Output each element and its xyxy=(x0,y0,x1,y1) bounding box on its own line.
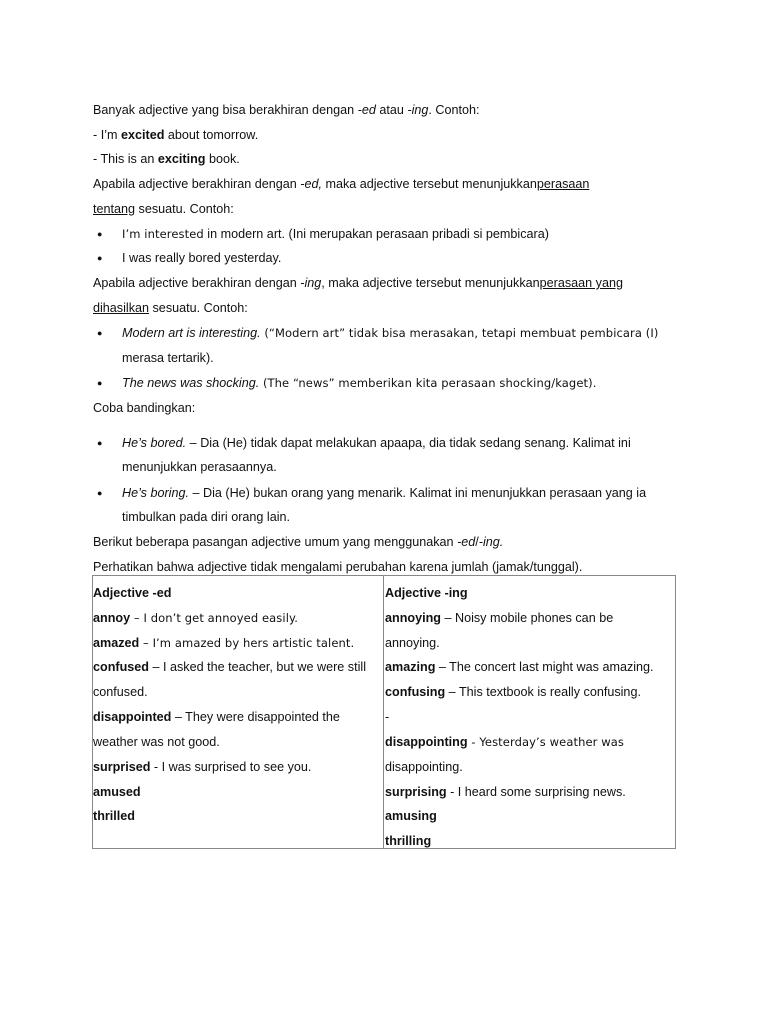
text-bold: surprised xyxy=(93,760,151,774)
table-row xyxy=(93,610,298,626)
table-row: disappointing. xyxy=(385,760,463,774)
bullet-icon: ● xyxy=(97,253,103,263)
text-italic: He’s bored. xyxy=(122,436,187,450)
table-row xyxy=(93,709,340,725)
table-row xyxy=(93,808,135,824)
ing-paragraph-line-1 xyxy=(93,275,623,291)
text: atau xyxy=(375,103,408,117)
text-bold: thrilled xyxy=(93,809,135,823)
table-row: confused. xyxy=(93,685,148,699)
ing-bullet-2 xyxy=(122,375,596,391)
text-bold: Adjective -ing xyxy=(385,586,468,600)
text: Banyak adjective yang bisa berakhiran dengan xyxy=(93,103,358,117)
text-bold: thrilling xyxy=(385,834,432,848)
text-bold: exciting xyxy=(157,152,206,166)
text: sesuatu. Contoh: xyxy=(149,301,248,315)
table-row: annoying. xyxy=(385,636,440,650)
intro-paragraph xyxy=(93,102,479,118)
table-row xyxy=(93,635,354,651)
compare-bullet-1 xyxy=(122,435,631,451)
text: , maka adjective tersebut menunjukkan xyxy=(321,276,540,290)
text-bold: confusing xyxy=(385,685,446,699)
table-row: - xyxy=(385,710,390,724)
text: - I was surprised to see you. xyxy=(150,760,312,774)
ed-bullet-1 xyxy=(122,226,549,242)
text: – I’m amazed by hers artistic talent. xyxy=(139,636,355,650)
text: . Contoh: xyxy=(428,103,480,117)
bullet-icon: ● xyxy=(97,488,103,498)
table-row xyxy=(385,734,624,750)
text-bold: amused xyxy=(93,785,141,799)
text-bold: annoy xyxy=(93,611,131,625)
bullet-icon: ● xyxy=(97,328,103,338)
text: – I don’t get annoyed easily. xyxy=(130,611,299,625)
text: – The concert last might was amazing. xyxy=(435,660,654,674)
bullet-icon: ● xyxy=(97,378,103,388)
compare-bullet-2 xyxy=(122,485,646,501)
text-bold: disappointing xyxy=(385,735,468,749)
text-italic: He’s boring. xyxy=(122,486,189,500)
text: – Dia (He) tidak dapat melakukan apaapa, dia tidak sedang senang. Kalimat ini xyxy=(186,436,631,450)
ing-bullet-1-cont: merasa tertarik). xyxy=(122,351,214,365)
pairs-note: Perhatikan bahwa adjective tidak mengalami perubahan karena jumlah (jamak/tunggal). xyxy=(93,560,583,574)
text: maka adjective tersebut menunjukkan xyxy=(321,177,537,191)
text: – Dia (He) bukan orang yang menarik. Kalimat ini menunjukkan perasaan yang ia xyxy=(188,486,647,500)
text-italic: -ing. xyxy=(478,535,504,549)
text: Berikut beberapa pasangan adjective umum yang menggunakan xyxy=(93,535,458,549)
text-bold: amazing xyxy=(385,660,436,674)
text-bold: amusing xyxy=(385,809,437,823)
text-italic: -ed xyxy=(457,535,476,549)
text-bold: excited xyxy=(120,128,165,142)
text: - I’m xyxy=(93,128,121,142)
text: book. xyxy=(205,152,240,166)
bullet-icon: ● xyxy=(97,229,103,239)
text-italic: -ing xyxy=(300,276,322,290)
text-bold: Adjective -ed xyxy=(93,586,172,600)
text-underline: perasaan yang xyxy=(539,276,623,290)
table-row xyxy=(385,659,654,675)
ing-bullet-1 xyxy=(122,325,658,341)
table-row xyxy=(93,659,366,675)
text: – I asked the teacher, but we were still xyxy=(148,660,366,674)
table-header-ed xyxy=(93,585,171,601)
text-bold: amazed xyxy=(93,636,140,650)
text: - This is an xyxy=(93,152,158,166)
text: (“Modern art” tidak bisa merasakan, tetapi membuat pembicara (I) xyxy=(260,326,659,340)
example-line-1 xyxy=(93,127,258,143)
text: in modern art. (Ini merupakan perasaan pribadi si pembicara) xyxy=(203,227,549,241)
compare-heading: Coba bandingkan: xyxy=(93,401,196,415)
text: Apabila adjective berakhiran dengan xyxy=(93,177,301,191)
text-italic: -ing xyxy=(407,103,429,117)
text: (The “news” memberikan kita perasaan shocking/kaget). xyxy=(259,376,597,390)
table-row xyxy=(93,784,141,800)
table-row xyxy=(385,808,437,824)
text-italic: Modern art is interesting. xyxy=(122,326,261,340)
compare-bullet-1-cont: menunjukkan perasaannya. xyxy=(122,460,277,474)
text: - Yesterday’s weather was xyxy=(467,735,624,749)
text: sesuatu. Contoh: xyxy=(135,202,234,216)
text: I’m interested xyxy=(122,227,204,241)
text: / xyxy=(475,535,479,549)
table-row xyxy=(93,759,311,775)
text-bold: confused xyxy=(93,660,149,674)
ed-paragraph-line-2 xyxy=(93,201,234,217)
text: - I heard some surprising news. xyxy=(446,785,626,799)
text-italic: The news was shocking. xyxy=(122,376,260,390)
table-row xyxy=(385,684,641,700)
text-underline: perasaan xyxy=(536,177,590,191)
table-row xyxy=(385,610,613,626)
ed-paragraph-line-1 xyxy=(93,176,589,192)
text-italic: -ed, xyxy=(300,177,322,191)
example-line-2 xyxy=(93,151,240,167)
table-header-ing xyxy=(385,585,468,601)
text-bold: disappointed xyxy=(93,710,172,724)
text: about tomorrow. xyxy=(164,128,259,142)
table-divider xyxy=(383,575,384,849)
text-italic: -ed xyxy=(357,103,376,117)
ed-bullet-2: I was really bored yesterday. xyxy=(122,251,282,265)
text-bold: annoying xyxy=(385,611,441,625)
text-underline: tentang xyxy=(93,202,136,216)
text-underline: dihasilkan xyxy=(93,301,150,315)
bullet-icon: ● xyxy=(97,438,103,448)
table-row xyxy=(385,833,431,849)
text-bold: surprising xyxy=(385,785,447,799)
table-row xyxy=(385,784,626,800)
pairs-paragraph xyxy=(93,534,503,550)
ing-paragraph-line-2 xyxy=(93,300,248,316)
compare-bullet-2-cont: timbulkan pada diri orang lain. xyxy=(122,510,291,524)
text: – Noisy mobile phones can be xyxy=(440,611,614,625)
table-row: weather was not good. xyxy=(93,735,220,749)
text: Apabila adjective berakhiran dengan xyxy=(93,276,301,290)
text: – They were disappointed the xyxy=(171,710,340,724)
text: – This textbook is really confusing. xyxy=(445,685,641,699)
